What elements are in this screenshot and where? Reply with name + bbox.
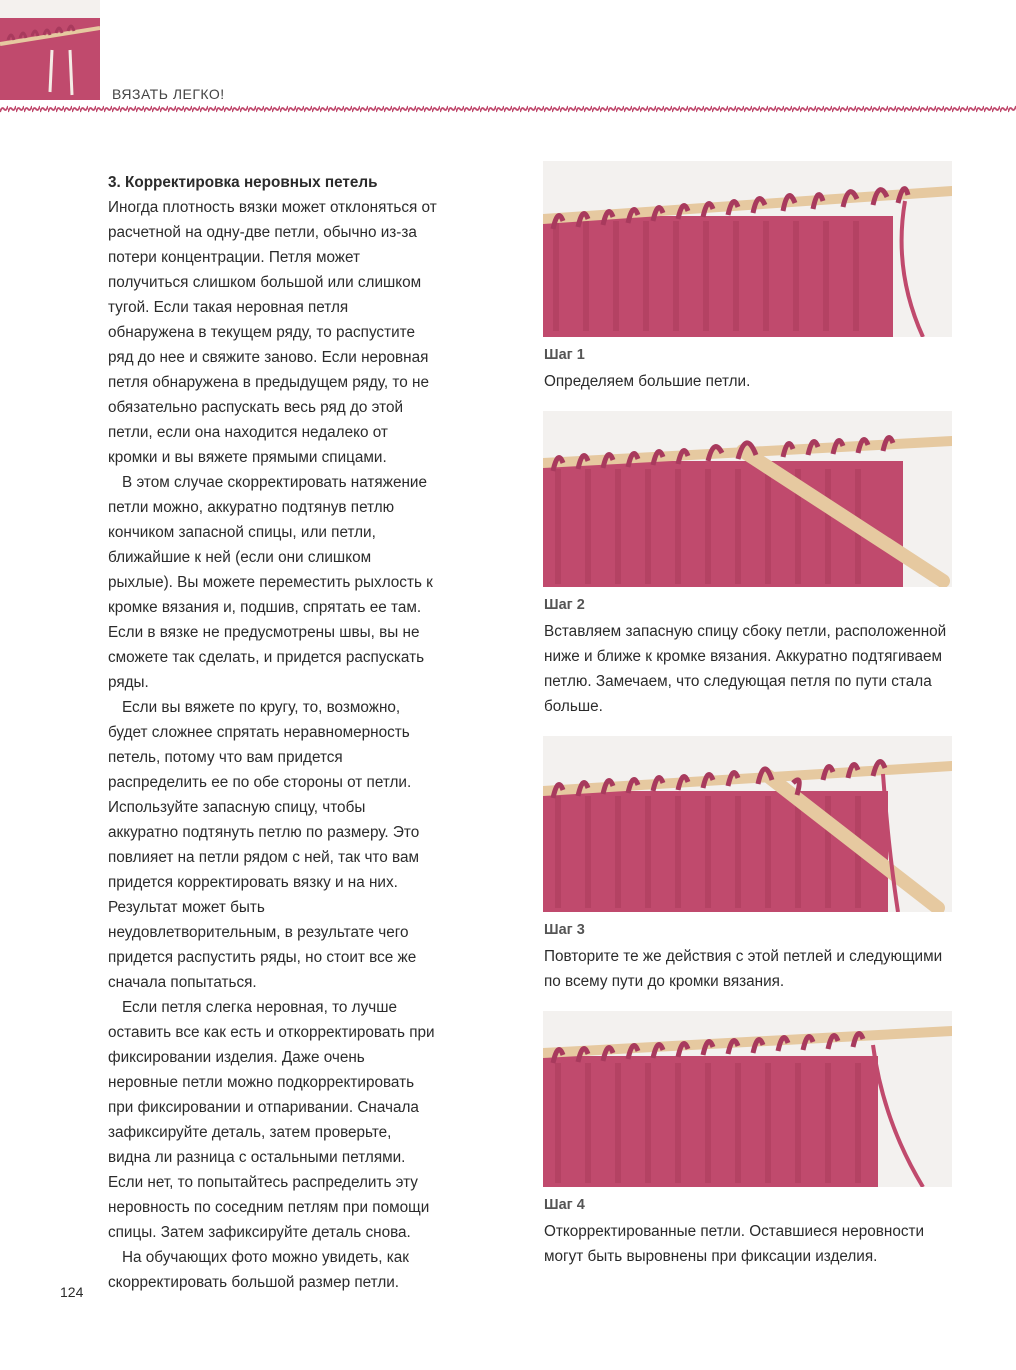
step-2-label: Шаг 2 — [544, 597, 585, 613]
step-2 — [543, 411, 955, 715]
body-paragraph: Иногда плотность вязки может отклоняться от расчетной на одну-две петли, обычно из-за потери концентрации. Петля может получиться слишком большой или слишком тугой. Если такая неровная петля обнаружена в текущем ряду, то распустите ряд до нее и свяжите заново. Если неровная петля обнаружена в предыдущем ряду, то не обязательно распускать весь ряд до этой петли, если она находится недалеко от кромки и вы вяжете прямыми спицами. — [108, 199, 437, 466]
header-thumbnail — [0, 0, 100, 100]
body-paragraph: Если петля слегка неровная, то лучше оставить все как есть и откорректировать при фиксировании изделия. Даже очень неровные петли можно подкорректировать при фиксировании и отпаривании. Сначала зафиксируйте деталь, затем проверьте, видна ли разница с остальными петлями. Если нет, то попытайтесь распределить эту неровность по соседним петлям при помощи спицы. Затем зафиксируйте деталь снова. — [108, 999, 435, 1241]
header-decorative-rule — [0, 103, 1016, 115]
step-3-photo — [543, 736, 952, 912]
body-paragraph: На обучающих фото можно увидеть, как скорректировать большой размер петли. — [108, 1249, 409, 1291]
step-3 — [543, 736, 955, 990]
step-4 — [543, 1011, 955, 1265]
step-3-caption: Повторите те же действия с этой петлей и следующими по всему пути до кромки вязания. — [544, 948, 943, 990]
step-4-label: Шаг 4 — [544, 1197, 585, 1213]
step-3-label: Шаг 3 — [544, 922, 585, 938]
step-2-photo — [543, 411, 952, 587]
step-2-caption: Вставляем запасную спицу сбоку петли, расположенной ниже и ближе к кромке вязания. Аккуратно подтягиваем петлю. Замечаем, что следующая петля по пути стала больше. — [544, 623, 947, 715]
step-1 — [543, 161, 955, 390]
step-1-caption: Определяем большие петли. — [544, 373, 751, 390]
section-heading: 3. Корректировка неровных петель — [108, 174, 378, 191]
step-1-label: Шаг 1 — [544, 347, 585, 363]
step-4-caption: Откорректированные петли. Оставшиеся неровности могут быть выровнены при фиксации изделия. — [544, 1223, 925, 1265]
step-1-photo — [543, 161, 952, 337]
main-text-column — [108, 170, 438, 1295]
body-paragraph: Если вы вяжете по кругу, то, возможно, будет сложнее спрятать неравномерность петель, потому что вам придется распределить ее по обе стороны от петли. Используйте запасную спицу, чтобы аккуратно подтянуть петлю по размеру. Это повлияет на петли рядом с ней, так что вам придется корректировать вязку и на них. Результат может быть неудовлетворительным, в результате чего придется распустить ряды, но стоит все же сначала попытаться. — [108, 699, 420, 991]
body-paragraph: В этом случае скорректировать натяжение петли можно, аккуратно подтянув петлю кончиком запасной спицы, или петли, ближайшие к ней (если они слишком рыхлые). Вы можете переместить рыхлость к кромке вязания и, подшив, спрятать ее там. Если в вязке не предусмотрены швы, вы не сможете так сделать, и придется распускать ряды. — [108, 474, 433, 691]
page-number: 124 — [60, 1284, 84, 1300]
running-header: ВЯЗАТЬ ЛЕГКО! — [112, 86, 225, 102]
step-4-photo — [543, 1011, 952, 1187]
